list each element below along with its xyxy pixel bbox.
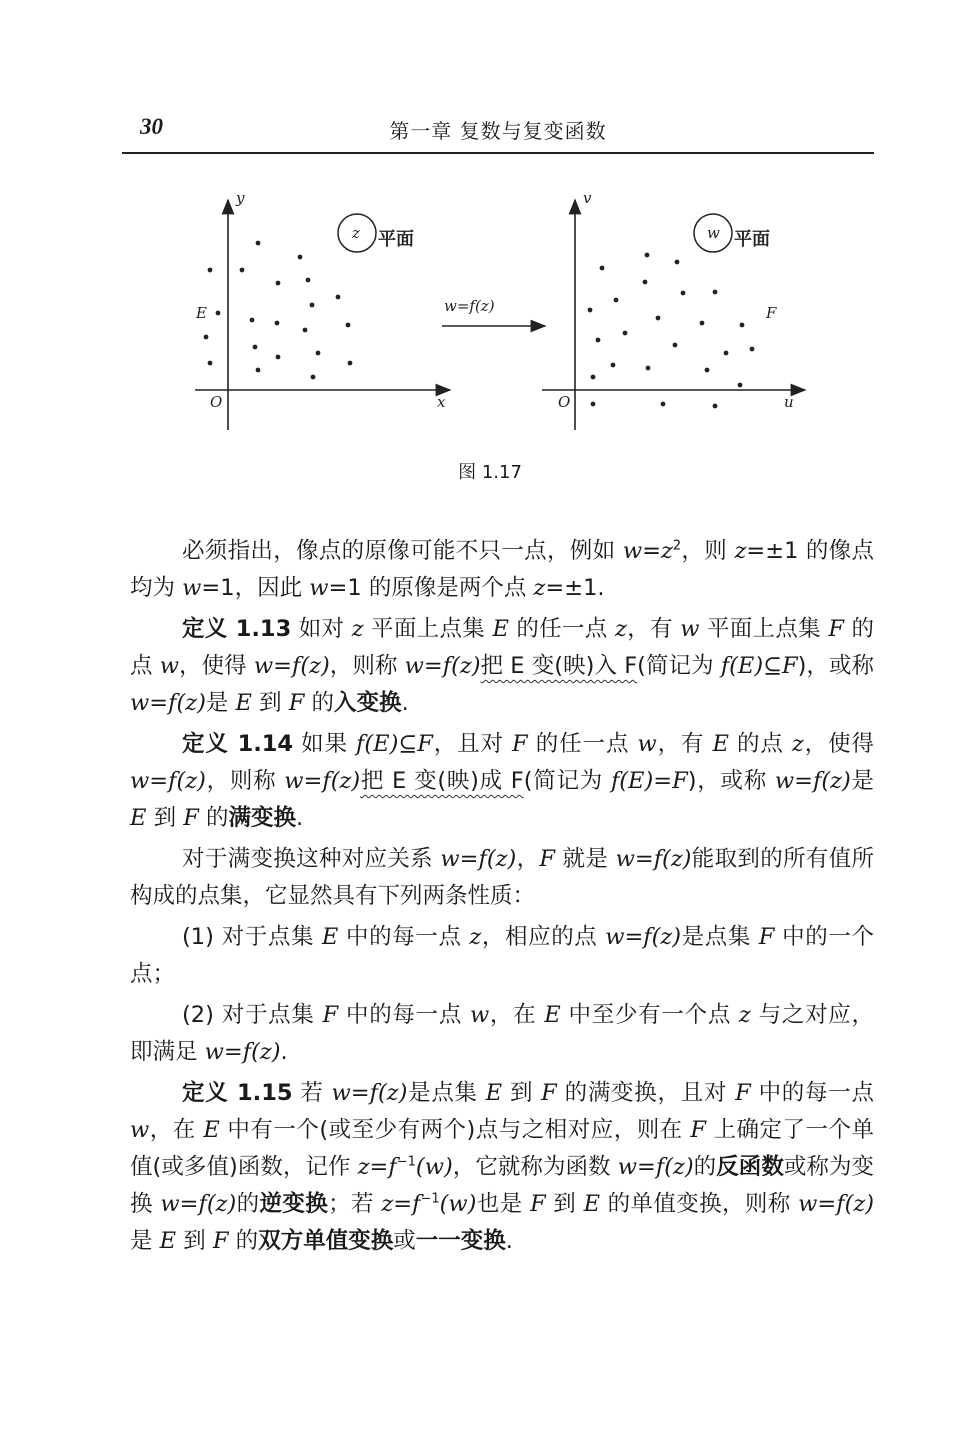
set-label-e: E (196, 304, 207, 322)
z-axis-x-label: x (437, 393, 446, 411)
z-plane (195, 189, 450, 430)
term-inverse-transformation: 逆变换 (259, 1191, 329, 1217)
definition-label: 定义 1.15 (182, 1080, 293, 1106)
term-onto-mapping: 满变换 (228, 805, 297, 831)
wavy-underline-onto: 把 E 变(映)成 F (360, 768, 524, 794)
w-plane-symbol: w (707, 224, 720, 242)
w-origin-label: O (558, 393, 571, 411)
definition-1-15: 定义 1.15 若 w=f(z)是点集 E 到 F 的满变换，且对 F 中的每一点 w，在 E 中有一个(或至少有两个)点与之相对应，则在 F 上确定了一个单值(或多值)函数，记作 $z=f^{-1}(w)$，它就称为函数 w=f(z)的反函数或称为变换 w=f(z)的逆变换；若 $z=f^{-1}(w)$也是 F 到 E 的单值变换，则称 w=f(z)是 E 到 F 的双方单值变换或一一变换. (130, 1080, 874, 1254)
z-plane-symbol: z (352, 224, 360, 242)
page-number: 30 (140, 114, 163, 139)
definition-label: 定义 1.14 (182, 731, 294, 757)
chapter-title: 第一章 复数与复变函数 (389, 119, 607, 143)
property-1: (1) 对于点集 E 中的每一点 z，相应的点 w=f(z)是点集 F 中的一个点； (130, 924, 874, 987)
body-text (130, 533, 874, 1264)
definition-1-13: 定义 1.13 如对 z 平面上点集 E 的任一点 z，有 w 平面上点集 F 的点 w，使得 w=f(z)，则称 w=f(z)把 E 变(映)入 F(简记为 f(E)⊆F)，或称 w=f(z)是 E 到 F 的入变换. (130, 616, 875, 716)
set-label-f: F (766, 304, 777, 322)
term-bijective: 双方单值变换 (258, 1228, 394, 1254)
definition-label: 定义 1.13 (182, 616, 292, 642)
term-inverse-function: 反函数 (716, 1154, 784, 1180)
wavy-underline-into: 把 E 变(映)入 F (480, 653, 638, 679)
mapping-arrow (442, 297, 545, 326)
paragraph-onto-properties: 对于满变换这种对应关系 w=f(z)，F 就是 w=f(z)能取到的所有值所构成的点集，它显然具有下列两条性质： (130, 846, 874, 909)
w-plane-text: 平面 (734, 229, 770, 250)
paragraph-preimage: 必须指出，像点的原像可能不只一点，例如 $w=z^2$，则 z=±1 的像点均为 w=1，因此 w=1 的原像是两个点 z=±1. (130, 538, 874, 601)
term-into-mapping: 入变换 (334, 690, 402, 716)
z-plane-text: 平面 (378, 229, 414, 250)
w-axis-u-label: u (784, 393, 794, 411)
set-f-points (588, 253, 755, 409)
z-origin-label: O (210, 393, 223, 411)
property-2: (2) 对于点集 F 中的每一点 w，在 E 中至少有一个点 z 与之对应，即满足 w=f(z). (130, 1002, 874, 1065)
term-one-to-one: 一一变换 (415, 1228, 506, 1254)
definition-1-14: 定义 1.14 如果 f(E)⊆F，且对 F 的任一点 w，有 E 的点 z，使得 w=f(z)，则称 w=f(z)把 E 变(映)成 F(简记为 f(E)=F)，或称 w=f(z)是 E 到 F 的满变换. (130, 731, 874, 831)
z-axis-y-label: y (236, 189, 245, 207)
mapping-label: w=f(z) (444, 297, 495, 315)
page-header (122, 112, 874, 154)
w-axis-v-label: v (583, 189, 592, 207)
w-plane (542, 189, 805, 430)
set-e-points (204, 241, 353, 380)
figure-1-17 (180, 185, 820, 445)
figure-caption: 图 1.17 (458, 462, 522, 483)
